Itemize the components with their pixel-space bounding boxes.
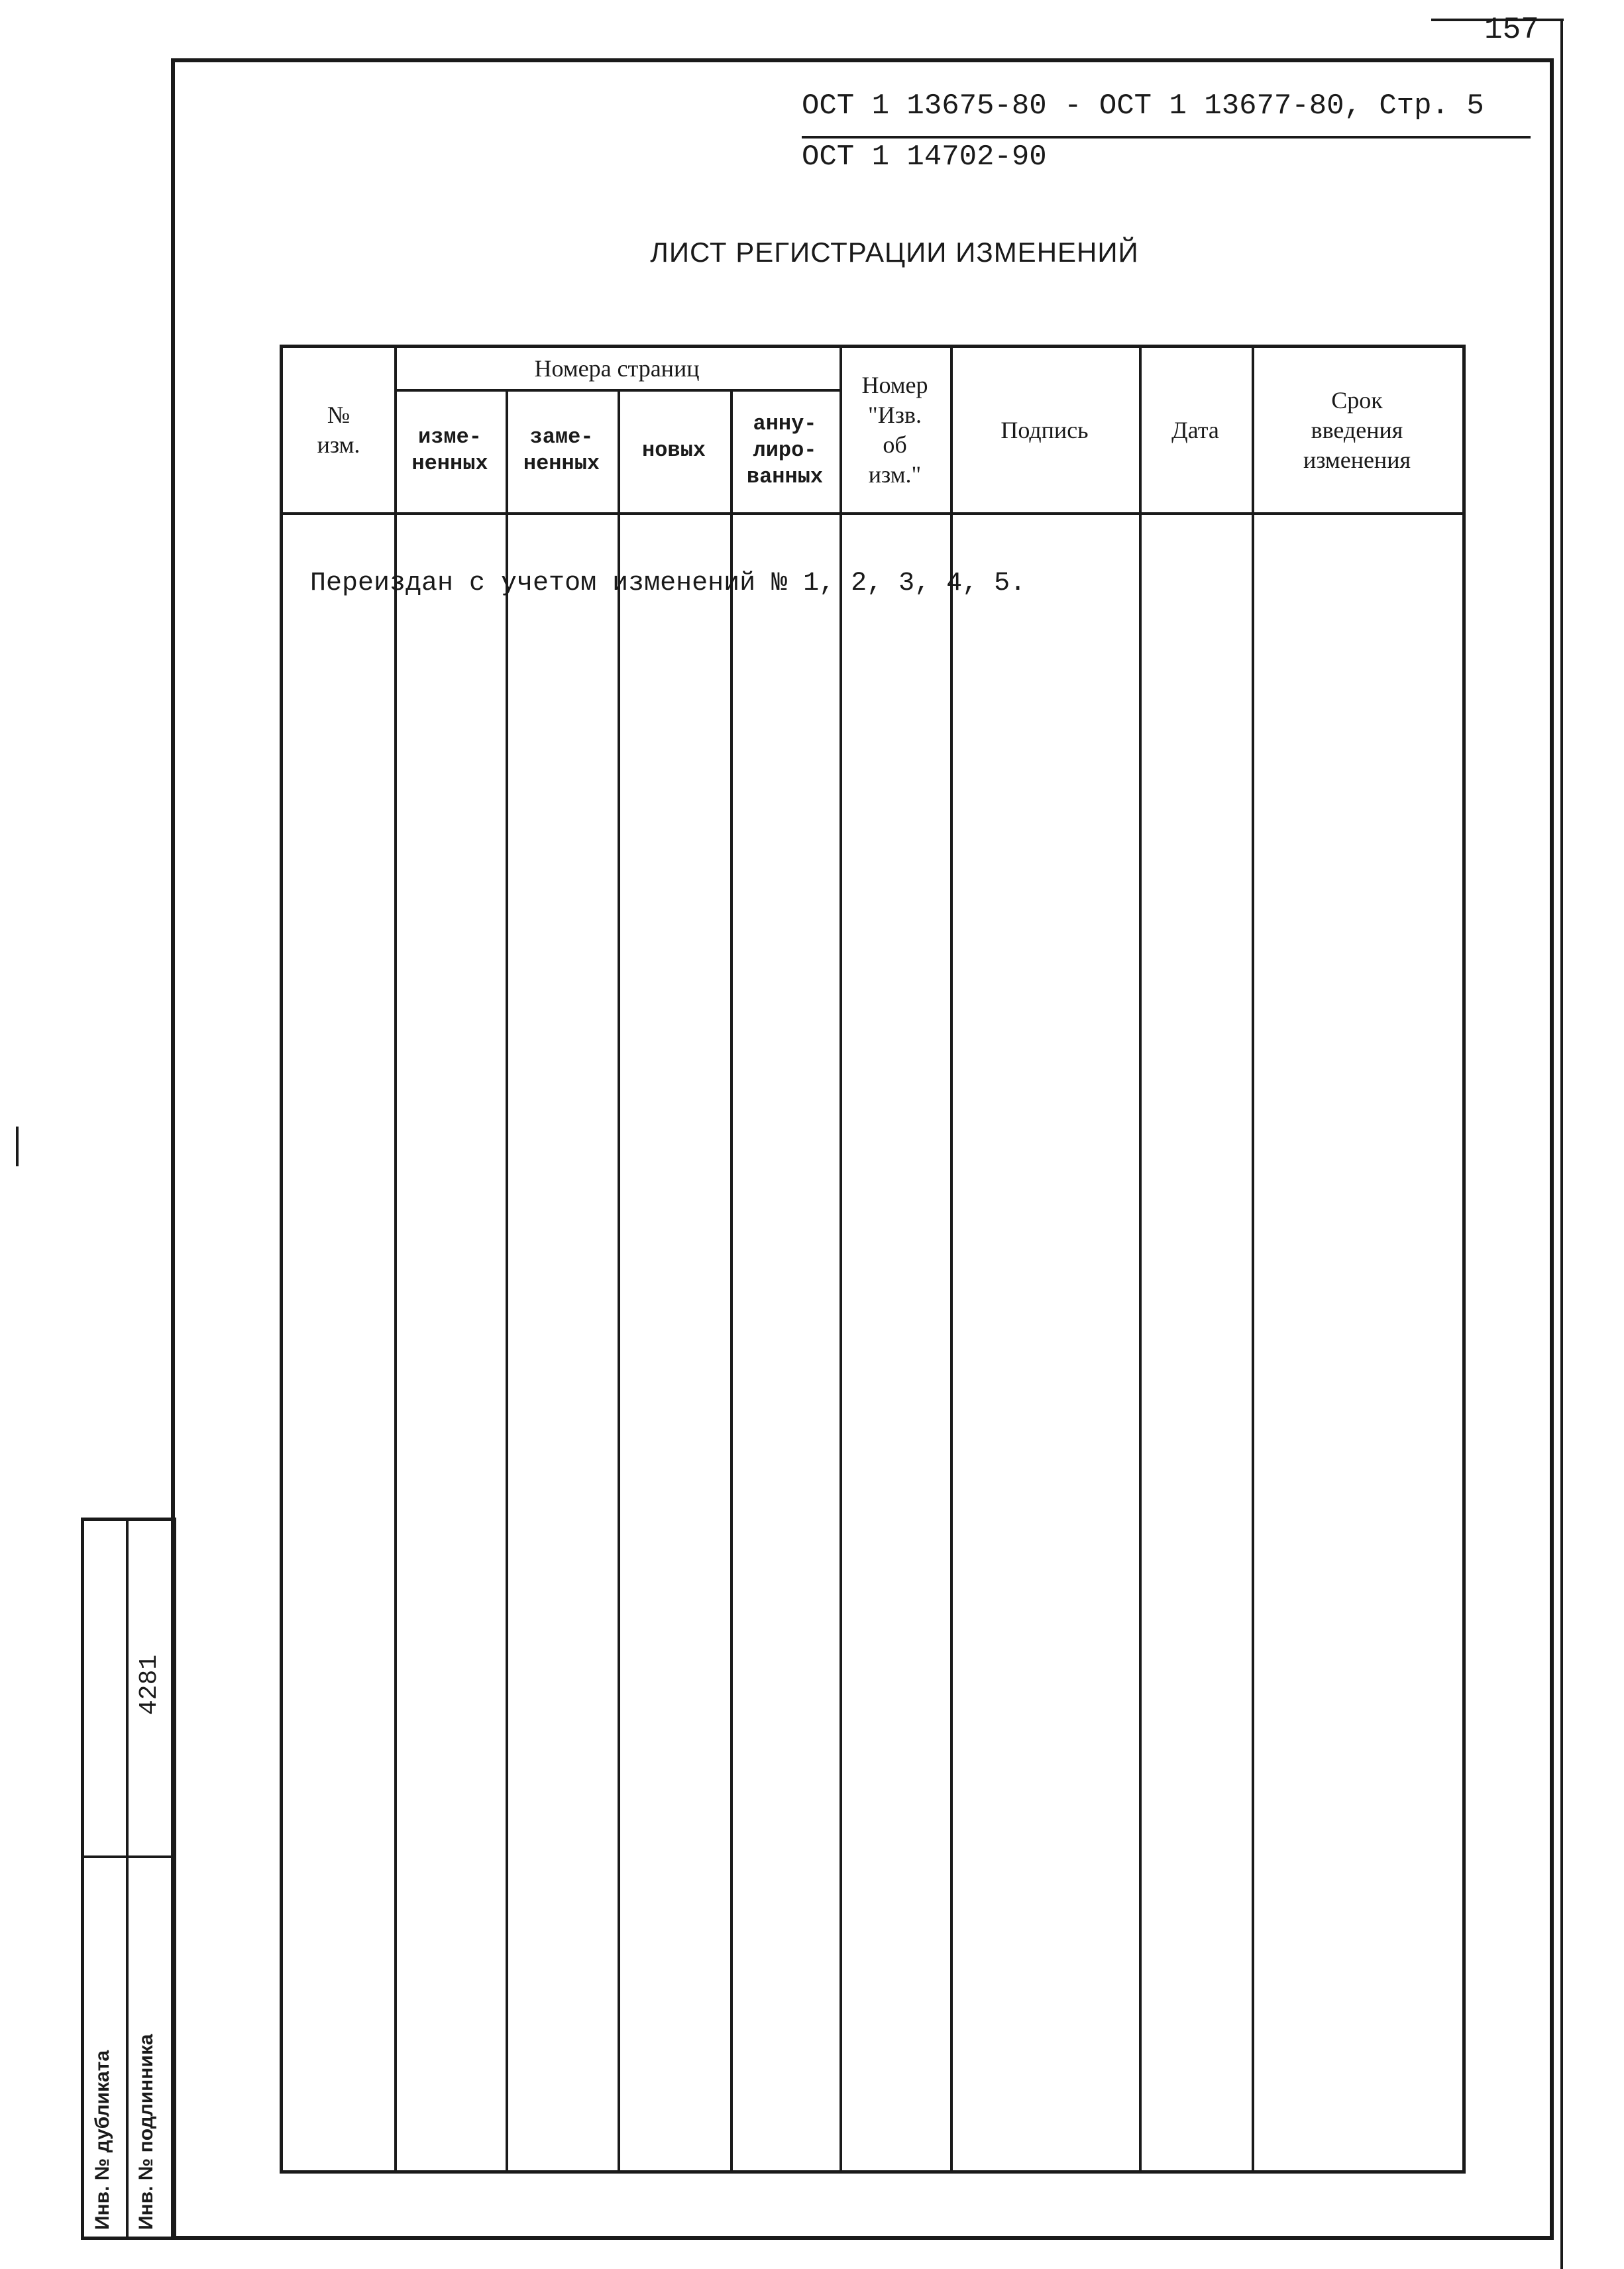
page-title: ЛИСТ РЕГИСТРАЦИИ ИЗМЕНЕНИЙ xyxy=(650,237,1139,268)
change-registration-table xyxy=(280,345,1466,2174)
header-text: изме- xyxy=(417,425,482,449)
header-text: изм." xyxy=(868,461,922,488)
column-line xyxy=(950,348,953,2170)
header-new-pages xyxy=(618,389,730,512)
header-text: лиро- xyxy=(753,438,817,463)
header-text: изменения xyxy=(1303,446,1411,473)
column-line xyxy=(618,389,620,2170)
designation-divider xyxy=(802,136,1531,138)
column-line xyxy=(839,348,842,2170)
header-date xyxy=(1139,348,1252,512)
document-designation: ОСТ 1 13675-80 - ОСТ 1 13677-80, Стр. 5 xyxy=(802,89,1484,123)
header-text: Срок xyxy=(1331,386,1383,414)
header-text: Номер xyxy=(861,372,928,398)
header-change-no xyxy=(283,348,394,512)
header-text: Дата xyxy=(1171,416,1219,443)
column-line xyxy=(730,389,733,2170)
document-designation-secondary: ОСТ 1 14702-90 xyxy=(802,140,1047,174)
header-text: ненных xyxy=(411,451,488,476)
header-text: ненных xyxy=(523,451,600,476)
header-notice-no xyxy=(839,348,950,512)
header-text: введения xyxy=(1311,416,1403,443)
header-text: Подпись xyxy=(1001,416,1089,443)
header-page-numbers-group xyxy=(394,348,839,389)
page-right-edge-line xyxy=(1560,19,1563,2269)
header-text: № xyxy=(327,402,351,428)
header-text: об xyxy=(883,431,907,458)
header-text: анну- xyxy=(753,412,817,436)
header-text: ванных xyxy=(746,465,824,489)
header-text: новых xyxy=(641,438,706,463)
stamp-divider-vertical xyxy=(126,1518,129,2240)
duplicate-inventory-label: Инв. № дубликата xyxy=(91,2050,113,2230)
original-inventory-number: 4281 xyxy=(135,1654,164,1715)
header-text: изм. xyxy=(317,431,360,458)
header-signature xyxy=(950,348,1139,512)
header-changed-pages xyxy=(394,389,506,512)
header-text: "Изв. xyxy=(868,402,922,428)
column-line xyxy=(506,389,508,2170)
header-annulled-pages xyxy=(730,389,839,512)
page-number: 157 xyxy=(1484,13,1539,47)
page-left-edge-mark xyxy=(16,1127,19,1166)
reissue-note: Переиздан с учетом изменений № 1, 2, 3, 4, 5. xyxy=(310,569,1026,598)
column-line xyxy=(394,348,397,2170)
header-text: заме- xyxy=(529,425,594,449)
table-header-divider xyxy=(283,512,1462,515)
header-effective-term xyxy=(1252,348,1462,512)
column-line xyxy=(1139,348,1142,2170)
original-inventory-label: Инв. № подлинника xyxy=(135,2034,157,2230)
column-line xyxy=(1252,348,1254,2170)
header-text: Номера страниц xyxy=(534,355,700,382)
stamp-divider-horizontal xyxy=(81,1855,176,1858)
header-replaced-pages xyxy=(506,389,618,512)
